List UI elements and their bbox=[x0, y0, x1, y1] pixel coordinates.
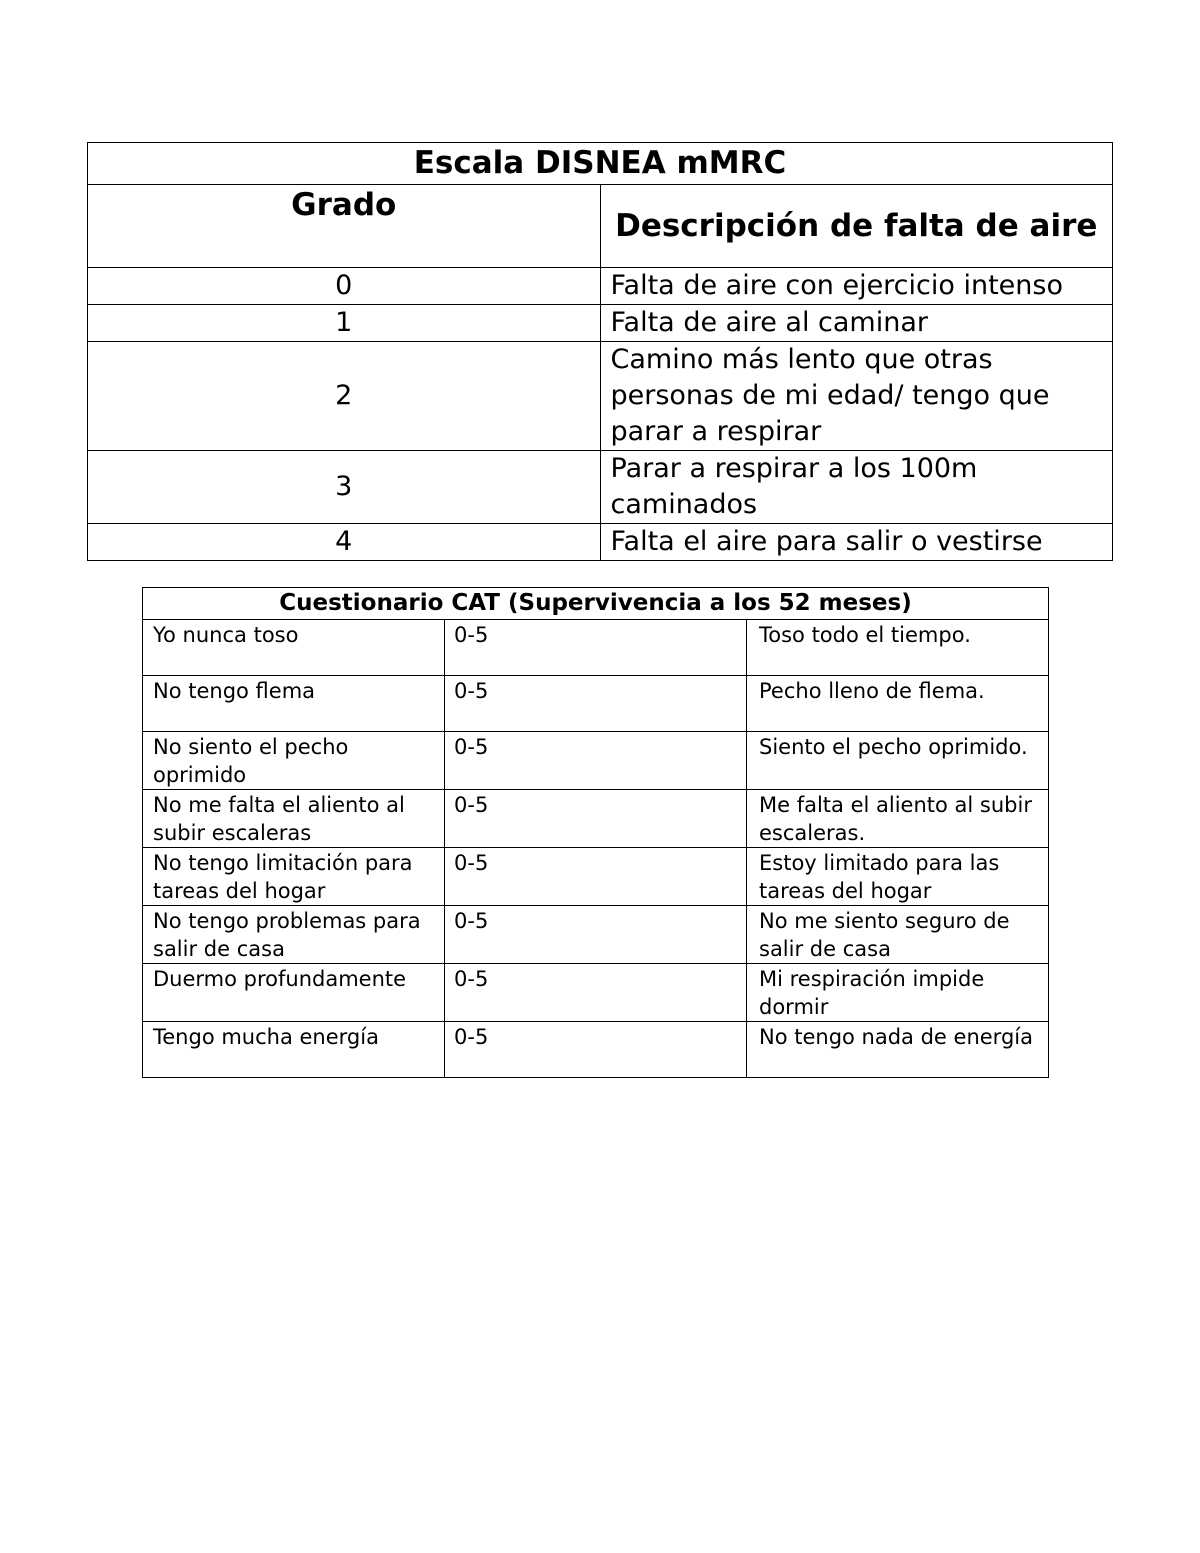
cat-row bbox=[143, 964, 1049, 1022]
cat-left-statement: No me falta el aliento al subir escaleras bbox=[143, 790, 445, 848]
cat-right-statement: Siento el pecho oprimido. bbox=[747, 732, 1049, 790]
mmrc-row bbox=[88, 305, 1113, 342]
mmrc-row bbox=[88, 342, 1113, 451]
cat-scale: 0-5 bbox=[445, 964, 747, 1022]
cat-row bbox=[143, 620, 1049, 676]
cat-left-statement: Tengo mucha energía bbox=[143, 1022, 445, 1078]
cat-table bbox=[142, 587, 1049, 1078]
cat-left-statement: No tengo flema bbox=[143, 676, 445, 732]
cat-right-statement: No me siento seguro de salir de casa bbox=[747, 906, 1049, 964]
cat-title-row bbox=[143, 588, 1049, 620]
mmrc-grade: 2 bbox=[88, 342, 601, 451]
cat-scale: 0-5 bbox=[445, 848, 747, 906]
mmrc-description: Falta de aire al caminar bbox=[600, 305, 1113, 342]
cat-scale: 0-5 bbox=[445, 676, 747, 732]
cat-row bbox=[143, 790, 1049, 848]
mmrc-grade: 3 bbox=[88, 451, 601, 524]
cat-row bbox=[143, 732, 1049, 790]
cat-row bbox=[143, 676, 1049, 732]
cat-scale: 0-5 bbox=[445, 906, 747, 964]
mmrc-title: Escala DISNEA mMRC bbox=[88, 143, 1113, 185]
mmrc-header-grade: Grado bbox=[88, 185, 601, 268]
cat-right-statement: Estoy limitado para las tareas del hogar bbox=[747, 848, 1049, 906]
mmrc-header-description: Descripción de falta de aire bbox=[600, 185, 1113, 268]
mmrc-row bbox=[88, 524, 1113, 561]
cat-title: Cuestionario CAT (Supervivencia a los 52 meses) bbox=[143, 588, 1049, 620]
mmrc-row bbox=[88, 268, 1113, 305]
cat-scale: 0-5 bbox=[445, 732, 747, 790]
cat-row bbox=[143, 1022, 1049, 1078]
cat-row bbox=[143, 906, 1049, 964]
mmrc-description: Camino más lento que otras personas de mi edad/ tengo que parar a respirar bbox=[600, 342, 1113, 451]
mmrc-grade: 1 bbox=[88, 305, 601, 342]
mmrc-header-row bbox=[88, 185, 1113, 268]
mmrc-description: Falta el aire para salir o vestirse bbox=[600, 524, 1113, 561]
cat-left-statement: Duermo profundamente bbox=[143, 964, 445, 1022]
cat-row bbox=[143, 848, 1049, 906]
cat-scale: 0-5 bbox=[445, 1022, 747, 1078]
mmrc-row bbox=[88, 451, 1113, 524]
cat-right-statement: Pecho lleno de flema. bbox=[747, 676, 1049, 732]
cat-right-statement: No tengo nada de energía bbox=[747, 1022, 1049, 1078]
mmrc-title-row bbox=[88, 143, 1113, 185]
cat-left-statement: No tengo limitación para tareas del hogar bbox=[143, 848, 445, 906]
mmrc-grade: 4 bbox=[88, 524, 601, 561]
cat-right-statement: Mi respiración impide dormir bbox=[747, 964, 1049, 1022]
cat-right-statement: Toso todo el tiempo. bbox=[747, 620, 1049, 676]
cat-left-statement: No tengo problemas para salir de casa bbox=[143, 906, 445, 964]
mmrc-description: Parar a respirar a los 100m caminados bbox=[600, 451, 1113, 524]
mmrc-grade: 0 bbox=[88, 268, 601, 305]
mmrc-table bbox=[87, 142, 1113, 561]
cat-left-statement: No siento el pecho oprimido bbox=[143, 732, 445, 790]
cat-scale: 0-5 bbox=[445, 790, 747, 848]
cat-scale: 0-5 bbox=[445, 620, 747, 676]
cat-left-statement: Yo nunca toso bbox=[143, 620, 445, 676]
mmrc-description: Falta de aire con ejercicio intenso bbox=[600, 268, 1113, 305]
cat-right-statement: Me falta el aliento al subir escaleras. bbox=[747, 790, 1049, 848]
